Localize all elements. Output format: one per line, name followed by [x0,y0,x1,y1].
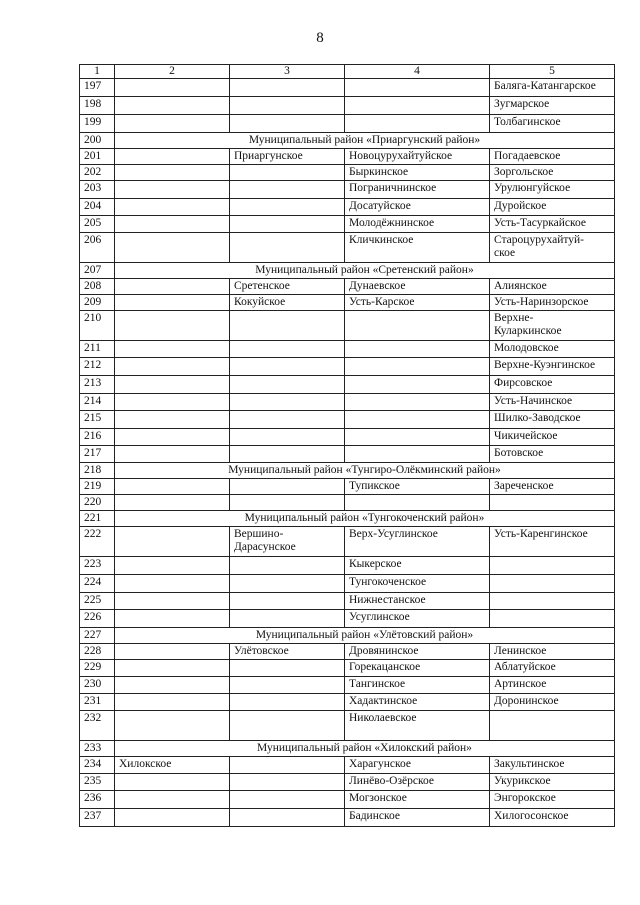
table-body [80,79,615,827]
rural-settlement-cell: Толбагинское [490,115,615,133]
district-header-row [80,133,615,149]
table-row [80,376,615,394]
district-header-row [80,741,615,757]
rural-settlement-cell [345,446,490,463]
district-center-cell [115,279,230,295]
district-center-cell [115,394,230,411]
rural-settlement-cell [345,429,490,446]
rural-settlement-cell [490,495,615,511]
urban-settlement-cell [230,446,345,463]
row-number: 235 [80,774,115,791]
row-number: 211 [80,341,115,358]
rural-settlement-cell: Николаевское [345,711,490,741]
district-center-cell [115,660,230,677]
row-number: 230 [80,677,115,694]
urban-settlement-cell [230,199,345,216]
table-row [80,341,615,358]
rural-settlement-cell: Ботовское [490,446,615,463]
rural-settlement-cell: Аблатуйское [490,660,615,677]
district-center-cell [115,199,230,216]
urban-settlement-cell [230,358,345,376]
rural-settlement-cell [345,495,490,511]
rural-settlement-cell: Энгорокское [490,791,615,809]
rural-settlement-cell: Усть-Начинское [490,394,615,411]
district-title: Муниципальный район «Тунгокоченский район» [115,511,615,527]
table-row [80,79,615,97]
rural-settlement-cell: Линёво-Озёрское [345,774,490,791]
district-center-cell [115,446,230,463]
table-row [80,495,615,511]
district-center-cell [115,376,230,394]
district-center-cell [115,411,230,429]
rural-settlement-cell: Усть-Карское [345,295,490,311]
rural-settlement-cell: Урулюнгуйское [490,181,615,199]
district-center-cell [115,149,230,165]
district-center-cell [115,711,230,741]
table-row [80,757,615,774]
district-title: Муниципальный район «Тунгиро-Олёкминский район» [115,463,615,479]
table-row [80,97,615,115]
column-header: 4 [345,65,490,79]
page-number: 8 [316,30,324,46]
urban-settlement-cell [230,479,345,495]
column-header: 2 [115,65,230,79]
table-row [80,557,615,575]
district-title: Муниципальный район «Улётовский район» [115,628,615,644]
rural-settlement-cell: Хадактинское [345,694,490,711]
row-number: 233 [80,741,115,757]
district-header-row [80,463,615,479]
district-center-cell: Хилокское [115,757,230,774]
rural-settlement-cell: Усть-Наринзорское [490,295,615,311]
district-center-cell [115,233,230,263]
row-number: 200 [80,133,115,149]
rural-settlement-cell [490,575,615,593]
district-title: Муниципальный район «Хилокский район» [115,741,615,757]
urban-settlement-cell [230,694,345,711]
row-number: 198 [80,97,115,115]
table-row [80,115,615,133]
urban-settlement-cell [230,557,345,575]
row-number: 237 [80,809,115,827]
rural-settlement-cell: Староцурухайтуй- ское [490,233,615,263]
rural-settlement-cell: Быркинское [345,165,490,181]
row-number: 221 [80,511,115,527]
row-number: 220 [80,495,115,511]
row-number: 222 [80,527,115,557]
row-number: 227 [80,628,115,644]
urban-settlement-cell: Приаргунское [230,149,345,165]
table-row [80,165,615,181]
row-number: 226 [80,610,115,628]
row-number: 232 [80,711,115,741]
rural-settlement-cell: Верх-Усуглинское [345,527,490,557]
rural-settlement-cell [345,376,490,394]
rural-settlement-cell: Ленинское [490,644,615,660]
rural-settlement-cell: Усуглинское [345,610,490,628]
row-number: 215 [80,411,115,429]
rural-settlement-cell [345,394,490,411]
urban-settlement-cell [230,165,345,181]
settlements-table [79,64,615,827]
row-number: 208 [80,279,115,295]
district-center-cell [115,791,230,809]
table-row [80,394,615,411]
rural-settlement-cell [345,341,490,358]
urban-settlement-cell [230,233,345,263]
row-number: 236 [80,791,115,809]
column-header: 5 [490,65,615,79]
row-number: 218 [80,463,115,479]
rural-settlement-cell [490,711,615,741]
table-row [80,694,615,711]
rural-settlement-cell: Артинское [490,677,615,694]
rural-settlement-cell: Нижнестанское [345,593,490,610]
rural-settlement-cell [345,97,490,115]
rural-settlement-cell [345,311,490,341]
district-center-cell [115,79,230,97]
rural-settlement-cell: Чикичейское [490,429,615,446]
urban-settlement-cell [230,411,345,429]
row-number: 201 [80,149,115,165]
row-number: 210 [80,311,115,341]
urban-settlement-cell [230,711,345,741]
row-number: 206 [80,233,115,263]
district-center-cell [115,311,230,341]
rural-settlement-cell: Дровянинское [345,644,490,660]
row-number: 207 [80,263,115,279]
rural-settlement-cell: Молодёжнинское [345,216,490,233]
district-center-cell [115,593,230,610]
rural-settlement-cell: Могзонское [345,791,490,809]
row-number: 231 [80,694,115,711]
urban-settlement-cell [230,97,345,115]
row-number: 204 [80,199,115,216]
rural-settlement-cell: Зоргольское [490,165,615,181]
district-center-cell [115,358,230,376]
rural-settlement-cell: Кличкинское [345,233,490,263]
row-number: 212 [80,358,115,376]
rural-settlement-cell [345,79,490,97]
rural-settlement-cell: Дуройское [490,199,615,216]
rural-settlement-cell: Укурикское [490,774,615,791]
table-row [80,660,615,677]
row-number: 214 [80,394,115,411]
table-row [80,711,615,741]
district-center-cell [115,694,230,711]
table-row [80,791,615,809]
district-title: Муниципальный район «Сретенский район» [115,263,615,279]
row-number: 209 [80,295,115,311]
urban-settlement-cell [230,660,345,677]
rural-settlement-cell: Алиянское [490,279,615,295]
rural-settlement-cell: Зугмарское [490,97,615,115]
table-row [80,279,615,295]
row-number: 203 [80,181,115,199]
rural-settlement-cell: Горекацанское [345,660,490,677]
column-header: 3 [230,65,345,79]
urban-settlement-cell [230,181,345,199]
district-center-cell [115,479,230,495]
rural-settlement-cell [490,593,615,610]
urban-settlement-cell [230,791,345,809]
rural-settlement-cell: Харагунское [345,757,490,774]
table-row [80,233,615,263]
urban-settlement-cell [230,79,345,97]
urban-settlement-cell [230,311,345,341]
district-center-cell [115,677,230,694]
district-center-cell [115,429,230,446]
table-row [80,446,615,463]
table-row [80,199,615,216]
rural-settlement-cell [345,358,490,376]
urban-settlement-cell [230,809,345,827]
district-center-cell [115,644,230,660]
rural-settlement-cell: Баляга-Катангарское [490,79,615,97]
district-center-cell [115,165,230,181]
rural-settlement-cell: Кыкерское [345,557,490,575]
row-number: 213 [80,376,115,394]
district-center-cell [115,295,230,311]
district-center-cell [115,557,230,575]
rural-settlement-cell: Закультинское [490,757,615,774]
district-center-cell [115,341,230,358]
district-header-row [80,263,615,279]
rural-settlement-cell: Доронинское [490,694,615,711]
row-number: 223 [80,557,115,575]
rural-settlement-cell: Фирсовское [490,376,615,394]
urban-settlement-cell [230,677,345,694]
urban-settlement-cell [230,115,345,133]
table-row [80,149,615,165]
urban-settlement-cell [230,575,345,593]
urban-settlement-cell: Вершино- Дарасунское [230,527,345,557]
rural-settlement-cell: Усть-Тасуркайское [490,216,615,233]
urban-settlement-cell: Кокуйское [230,295,345,311]
urban-settlement-cell [230,593,345,610]
row-number: 202 [80,165,115,181]
rural-settlement-cell: Хилогосонское [490,809,615,827]
rural-settlement-cell: Зареченское [490,479,615,495]
urban-settlement-cell [230,376,345,394]
urban-settlement-cell: Улётовское [230,644,345,660]
table-row [80,358,615,376]
district-center-cell [115,216,230,233]
row-number: 228 [80,644,115,660]
column-header: 1 [80,65,115,79]
row-number: 234 [80,757,115,774]
urban-settlement-cell [230,495,345,511]
district-center-cell [115,809,230,827]
urban-settlement-cell [230,610,345,628]
urban-settlement-cell [230,394,345,411]
row-number: 205 [80,216,115,233]
district-center-cell [115,495,230,511]
table-row [80,411,615,429]
rural-settlement-cell [345,411,490,429]
district-center-cell [115,97,230,115]
rural-settlement-cell: Тупикское [345,479,490,495]
rural-settlement-cell [490,610,615,628]
rural-settlement-cell: Досатуйское [345,199,490,216]
district-center-cell [115,527,230,557]
district-center-cell [115,181,230,199]
rural-settlement-cell: Верхне-Куэнгинское [490,358,615,376]
table-row [80,809,615,827]
row-number: 224 [80,575,115,593]
row-number: 219 [80,479,115,495]
table-row [80,479,615,495]
table-row [80,429,615,446]
district-header-row [80,511,615,527]
district-center-cell [115,610,230,628]
district-center-cell [115,575,230,593]
rural-settlement-cell: Усть-Каренгинское [490,527,615,557]
urban-settlement-cell [230,429,345,446]
rural-settlement-cell: Бадинское [345,809,490,827]
urban-settlement-cell [230,757,345,774]
table-row [80,181,615,199]
urban-settlement-cell [230,216,345,233]
column-number-row [80,65,615,79]
table-row [80,527,615,557]
rural-settlement-cell: Верхне- Куларкинское [490,311,615,341]
rural-settlement-cell [490,557,615,575]
rural-settlement-cell: Тунгокоченское [345,575,490,593]
table-row [80,311,615,341]
rural-settlement-cell: Дунаевское [345,279,490,295]
rural-settlement-cell: Тангинское [345,677,490,694]
table-row [80,575,615,593]
district-header-row [80,628,615,644]
rural-settlement-cell [345,115,490,133]
district-center-cell [115,115,230,133]
table-row [80,774,615,791]
row-number: 217 [80,446,115,463]
table-row [80,216,615,233]
rural-settlement-cell: Шилко-Заводское [490,411,615,429]
rural-settlement-cell: Новоцурухайтуйское [345,149,490,165]
urban-settlement-cell [230,774,345,791]
table-row [80,593,615,610]
rural-settlement-cell: Погадаевское [490,149,615,165]
row-number: 225 [80,593,115,610]
table-row [80,644,615,660]
table-row [80,295,615,311]
urban-settlement-cell: Сретенское [230,279,345,295]
row-number: 229 [80,660,115,677]
district-title: Муниципальный район «Приаргунский район» [115,133,615,149]
row-number: 197 [80,79,115,97]
district-center-cell [115,774,230,791]
row-number: 199 [80,115,115,133]
rural-settlement-cell: Молодовское [490,341,615,358]
urban-settlement-cell [230,341,345,358]
table-row [80,677,615,694]
row-number: 216 [80,429,115,446]
table-row [80,610,615,628]
rural-settlement-cell: Пограничнинское [345,181,490,199]
